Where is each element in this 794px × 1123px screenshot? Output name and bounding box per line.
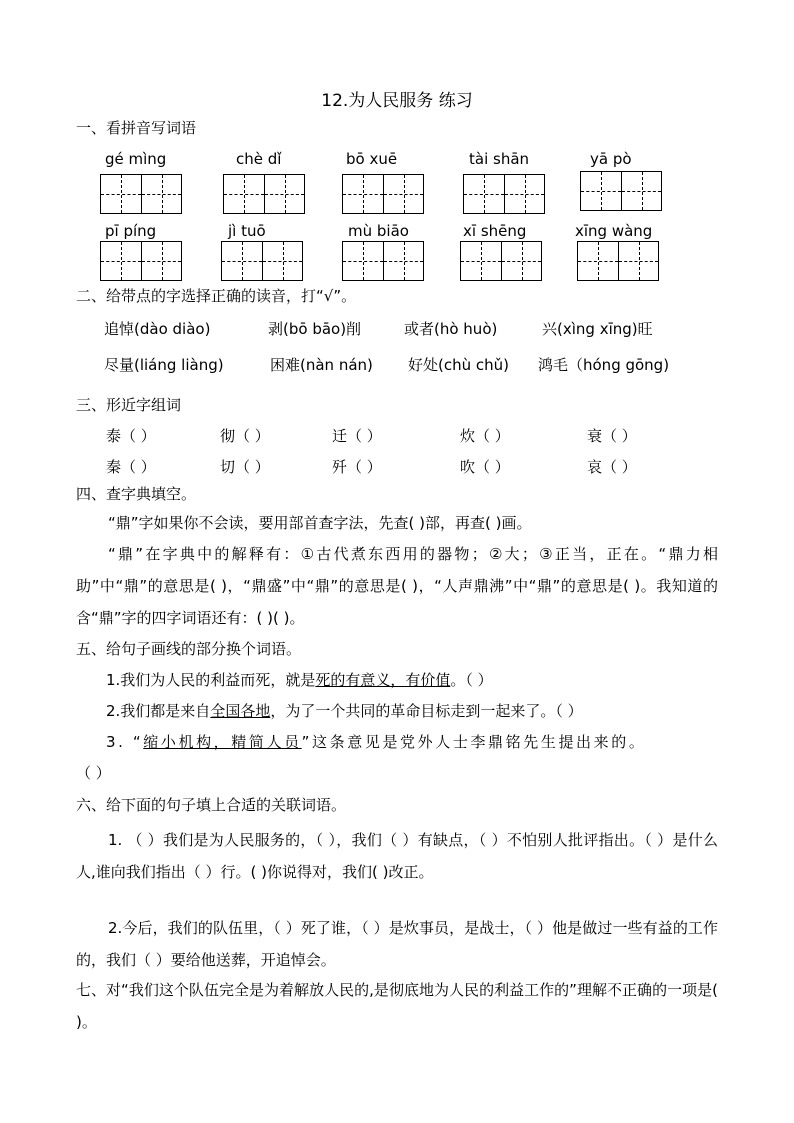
writing-grid[interactable]	[100, 241, 182, 281]
word-blank[interactable]: 迁（ ）	[332, 427, 382, 445]
writing-grid[interactable]	[221, 241, 303, 281]
reading-choice[interactable]: 兴(xìng xīng)旺	[542, 320, 653, 338]
answer-blank[interactable]: 。（ ）	[450, 671, 493, 689]
word-blank[interactable]: 彻（ ）	[220, 427, 270, 445]
section-2-heading: 二、给带点的字选择正确的读音，打“√”。	[76, 287, 357, 305]
word-blank[interactable]: 衰（ ）	[587, 427, 637, 445]
reading-choice[interactable]: 尽量(liáng liàng)	[104, 356, 224, 374]
word-blank[interactable]: 吹（ ）	[460, 458, 510, 476]
conjunction-question-1[interactable]: 1. （ ）我们是为人民服务的，（ ），我们（ ）有缺点，（ ）不怕别人批评指出。（ ）是什么人,谁向我们指出（ ）行。( )你说得对，我们( )改正。	[76, 831, 718, 881]
rewrite-question-3[interactable]	[106, 731, 646, 752]
underlined-phrase: 全国各地	[210, 702, 271, 720]
pinyin-label: xī shēng	[463, 222, 527, 240]
section-7-question[interactable]: 七、对“我们这个队伍完全是为着解放人民的,是彻底地为人民的利益工作的”理解不正确的一项是( )。	[76, 981, 718, 1031]
section-5-heading: 五、给句子画线的部分换个词语。	[76, 640, 302, 658]
pinyin-label: xīng wàng	[575, 222, 653, 240]
pinyin-label: chè dǐ	[236, 150, 282, 168]
reading-choice[interactable]: 剥(bō bāo)削	[268, 320, 362, 338]
pinyin-label: gé mìng	[105, 150, 167, 168]
word-blank[interactable]: 秦（ ）	[106, 458, 156, 476]
page-title: 12.为人民服务 练习	[321, 91, 473, 111]
writing-grid[interactable]	[223, 174, 305, 214]
reading-choice[interactable]: 好处(chù chǔ)	[408, 356, 509, 374]
question-text: 2.我们都是来自	[106, 702, 211, 720]
rewrite-question-2[interactable]	[106, 700, 583, 721]
pinyin-label: tài shān	[469, 150, 530, 168]
pinyin-label: bō xuē	[346, 150, 398, 168]
writing-grid[interactable]	[577, 241, 659, 281]
section-6-heading: 六、给下面的句子填上合适的关联词语。	[76, 796, 347, 814]
pinyin-label: jì tuō	[228, 222, 266, 240]
underlined-phrase: 死的有意义，有价值	[315, 671, 451, 689]
conjunction-question-2[interactable]: 2.今后，我们的队伍里，（ ）死了谁，（ ）是炊事员，是战士，（ ）他是做过一些有益的工作的，我们（ ）要给他送葬，开追悼会。	[76, 919, 718, 969]
question-text: ”这条意见是党外人士李鼎铭先生提出来的。	[301, 733, 647, 751]
answer-blank[interactable]: ，为了一个共同的革命目标走到一起来了。（ ）	[270, 702, 583, 720]
reading-choice[interactable]: 困难(nàn nán)	[270, 356, 373, 374]
writing-grid[interactable]	[100, 174, 182, 214]
section-4-heading: 四、查字典填空。	[76, 485, 197, 503]
reading-choice[interactable]: 鸿毛（hóng gōng)	[538, 356, 670, 374]
section-3-heading: 三、形近字组词	[76, 396, 182, 414]
writing-grid[interactable]	[342, 241, 424, 281]
word-blank[interactable]: 歼（ ）	[332, 458, 382, 476]
pinyin-label: mù biāo	[348, 222, 409, 240]
dictionary-question-1[interactable]: “鼎”字如果你不会读，要用部首查字法，先查( )部，再查( )画。	[108, 514, 532, 532]
pinyin-label: pī píng	[105, 222, 157, 240]
answer-blank[interactable]: （ ）	[76, 764, 111, 782]
word-blank[interactable]: 切（ ）	[220, 458, 270, 476]
rewrite-question-1[interactable]	[106, 669, 493, 690]
pinyin-label: yā pò	[590, 150, 632, 168]
writing-grid[interactable]	[460, 241, 542, 281]
writing-grid[interactable]	[463, 174, 545, 214]
question-text: 1.我们为人民的利益而死，就是	[106, 671, 316, 689]
reading-choice[interactable]: 追悼(dào diào)	[104, 320, 211, 338]
underlined-phrase: 缩小机构，精简人员	[143, 733, 302, 751]
section-1-heading: 一、看拼音写词语	[76, 119, 197, 137]
word-blank[interactable]: 哀（ ）	[587, 458, 637, 476]
question-text: 3. “	[106, 733, 144, 751]
dictionary-question-2[interactable]: “鼎”在字典中的解释有：①古代煮东西用的器物；②大；③正当，正在。“鼎力相助”中“鼎”的意思是( )，“鼎盛”中“鼎”的意思是( )，“人声鼎沸”中“鼎”的意思是( )。我知道的含“鼎”字的四字词语还有：( )( )。	[76, 545, 718, 627]
word-blank[interactable]: 炊（ ）	[460, 427, 510, 445]
writing-grid[interactable]	[580, 171, 662, 211]
word-blank[interactable]: 泰（ ）	[106, 427, 156, 445]
reading-choice[interactable]: 或者(hò huò)	[404, 320, 498, 338]
writing-grid[interactable]	[342, 174, 424, 214]
